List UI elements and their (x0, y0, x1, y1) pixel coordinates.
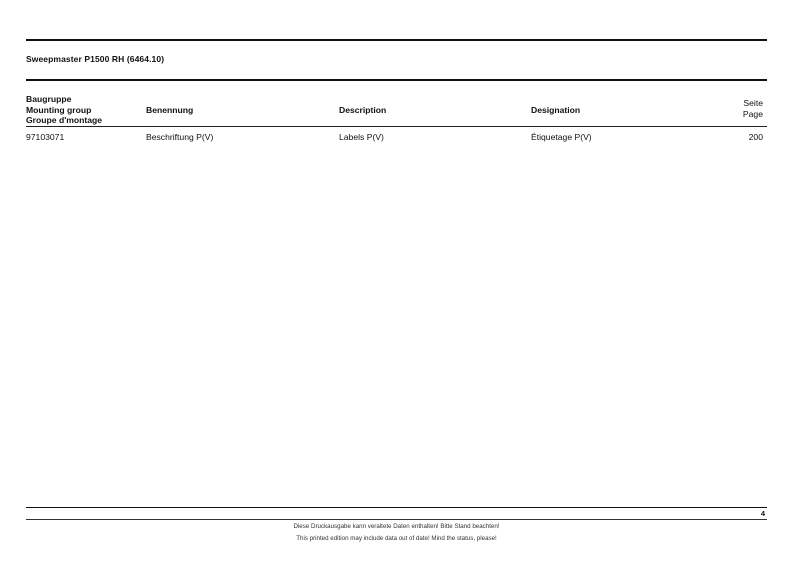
row-designation: Étiquetage P(V) (531, 132, 592, 142)
column-header-group (26, 94, 102, 126)
table-row[interactable] (0, 132, 793, 144)
footer-note-german: Diese Druckausgabe kann veraltete Daten enthalten! Bitte Stand beachten! (293, 523, 500, 530)
column-header-group-de: Baugruppe (26, 94, 72, 104)
header-bottom-rule (26, 79, 767, 81)
column-header-page-de: Seite (743, 98, 763, 108)
column-header-benennung: Benennung (146, 105, 194, 115)
footer-top-rule (26, 507, 767, 508)
row-page-reference[interactable]: 200 (748, 132, 763, 142)
header-top-rule (26, 39, 767, 41)
page-number: 4 (760, 509, 765, 518)
column-header-designation: Designation (531, 105, 581, 115)
column-header-page (743, 98, 763, 119)
column-header-page-en: Page (742, 108, 763, 119)
document-title: Sweepmaster P1500 RH (6464.10) (26, 54, 165, 64)
footer-bottom-rule (26, 519, 767, 520)
footer-note-english: This printed edition may include data out of date! Mind the status, please! (296, 535, 497, 542)
column-header-description: Description (339, 105, 387, 115)
table-header-rule (26, 126, 767, 127)
row-group-number: 97103071 (26, 132, 65, 142)
row-benennung: Beschriftung P(V) (146, 132, 214, 142)
column-header-group-fr: Groupe d'montage (26, 115, 103, 125)
row-description: Labels P(V) (339, 132, 384, 142)
column-header-group-en: Mounting group (26, 104, 92, 115)
